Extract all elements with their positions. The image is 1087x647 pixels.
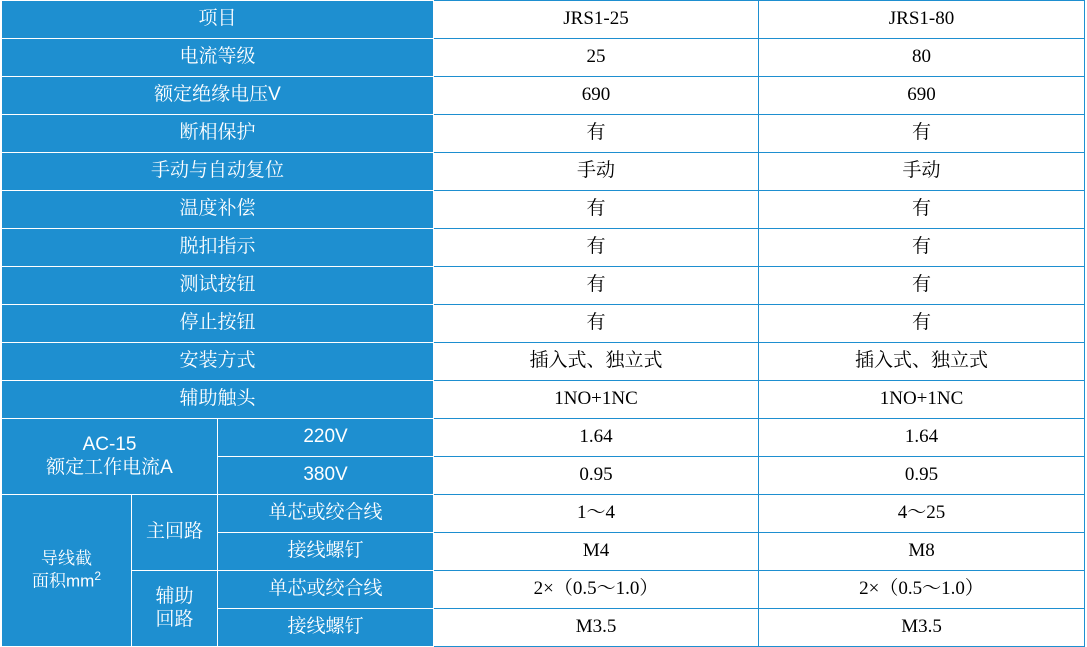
row-value-col1: 1NO+1NC [434, 381, 759, 419]
row-value-col1: 有 [434, 267, 759, 305]
table-row [2, 229, 1085, 267]
row-label: 温度补偿 [2, 191, 434, 229]
ac15-sub-label: 380V [218, 457, 434, 495]
row-value-col2: 有 [759, 115, 1085, 153]
ac15-label-line1: AC-15 [82, 433, 137, 455]
row-value-col2: 有 [759, 229, 1085, 267]
wire-subgroup-main-label: 主回路 [132, 495, 218, 571]
ac15-value-col1: 1.64 [434, 419, 759, 457]
row-label: 脱扣指示 [2, 229, 434, 267]
wire-row-aux-core [2, 571, 1085, 609]
wire-value-col1: 1～4 [434, 495, 759, 533]
row-value-col2: 插入式、独立式 [759, 343, 1085, 381]
row-value-col2: 80 [759, 39, 1085, 77]
row-label: 辅助触头 [2, 381, 434, 419]
row-value-col1: 有 [434, 115, 759, 153]
row-value-col2: 690 [759, 77, 1085, 115]
ac15-sub-label: 220V [218, 419, 434, 457]
row-value-col1: 插入式、独立式 [434, 343, 759, 381]
row-label: 断相保护 [2, 115, 434, 153]
wire-item-label: 单芯或绞合线 [218, 571, 434, 609]
row-value-col2: 有 [759, 267, 1085, 305]
header-item-label: 项目 [2, 1, 434, 39]
ac15-value-col2: 1.64 [759, 419, 1085, 457]
row-value-col1: 有 [434, 229, 759, 267]
row-value-col2: 手动 [759, 153, 1085, 191]
row-label: 电流等级 [2, 39, 434, 77]
row-value-col1: 有 [434, 305, 759, 343]
specification-table [1, 0, 1085, 647]
table-row [2, 343, 1085, 381]
table-row [2, 267, 1085, 305]
wire-label-superscript: 2 [94, 569, 101, 584]
ac15-group-label [2, 419, 218, 495]
table-row [2, 115, 1085, 153]
wire-value-col1: M4 [434, 533, 759, 571]
wire-row-main-core [2, 495, 1085, 533]
row-label: 额定绝缘电压V [2, 77, 434, 115]
ac15-row-220v [2, 419, 1085, 457]
row-label: 停止按钮 [2, 305, 434, 343]
table-row [2, 305, 1085, 343]
wire-label-line1: 导线截 [41, 548, 92, 568]
row-value-col1: 手动 [434, 153, 759, 191]
table-row [2, 77, 1085, 115]
wire-value-col1: 2×（0.5～1.0） [434, 571, 759, 609]
row-value-col1: 25 [434, 39, 759, 77]
wire-value-col1: M3.5 [434, 609, 759, 647]
wire-group-label [2, 495, 132, 647]
table-row [2, 381, 1085, 419]
header-col2: JRS1-80 [759, 1, 1085, 39]
wire-value-col2: M3.5 [759, 609, 1085, 647]
row-value-col1: 690 [434, 77, 759, 115]
table-row [2, 191, 1085, 229]
wire-item-label: 接线螺钉 [218, 533, 434, 571]
row-value-col2: 有 [759, 305, 1085, 343]
wire-label-line2: 面积$mm^2$ [31, 569, 101, 591]
ac15-label-line2: 额定工作电流A [46, 456, 173, 478]
wire-aux-label-line2: 回路 [155, 608, 194, 630]
row-value-col2: 有 [759, 191, 1085, 229]
wire-item-label: 接线螺钉 [218, 609, 434, 647]
wire-item-label: 单芯或绞合线 [218, 495, 434, 533]
ac15-value-col2: 0.95 [759, 457, 1085, 495]
table-row [2, 39, 1085, 77]
wire-aux-label-line1: 辅助 [155, 585, 194, 607]
row-label: 安装方式 [2, 343, 434, 381]
row-label: 测试按钮 [2, 267, 434, 305]
wire-value-col2: 2×（0.5～1.0） [759, 571, 1085, 609]
row-value-col2: 1NO+1NC [759, 381, 1085, 419]
header-col1: JRS1-25 [434, 1, 759, 39]
ac15-value-col1: 0.95 [434, 457, 759, 495]
wire-value-col2: 4～25 [759, 495, 1085, 533]
table-row [2, 153, 1085, 191]
wire-value-col2: M8 [759, 533, 1085, 571]
row-value-col1: 有 [434, 191, 759, 229]
wire-subgroup-aux-label [132, 571, 218, 647]
table-header-row [2, 1, 1085, 39]
row-label: 手动与自动复位 [2, 153, 434, 191]
